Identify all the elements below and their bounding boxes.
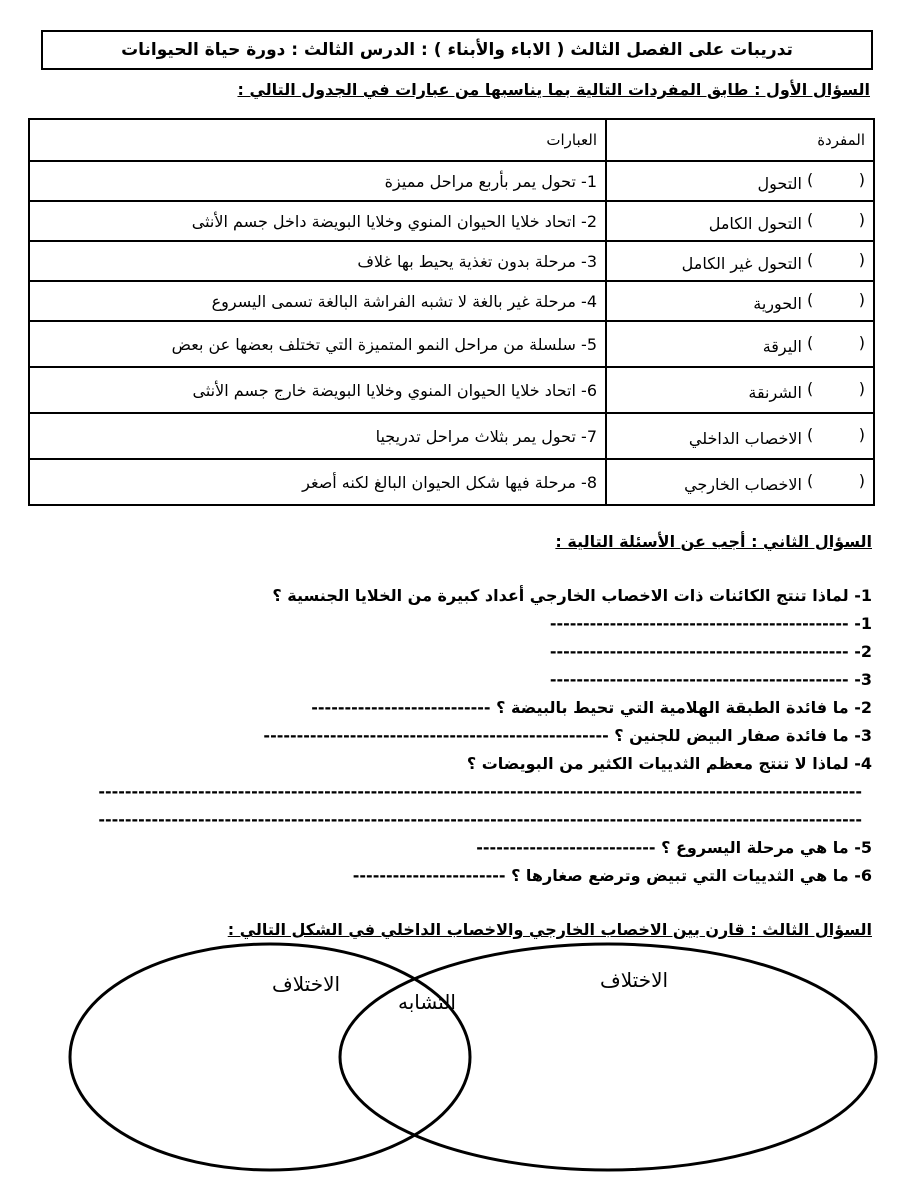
term-text: الشرنقة: [748, 382, 802, 402]
q1-prompt: طابق المفردات التالية بما يناسبها من عبارات في الجدول التالي :: [237, 80, 755, 99]
q2-question-1: 1- لماذا تنتج الكائنات ذات الاخصاب الخارجي أعداد كبيرة من الخلايا الجنسية ؟: [272, 586, 872, 605]
answer-line[interactable]: 2- ---------------------------------------------: [549, 642, 872, 661]
phrase-cell: 5- سلسلة من مراحل النمو المتميزة التي تختلف بعضها عن بعض: [29, 321, 606, 367]
answer-line[interactable]: 3- ---------------------------------------------: [549, 670, 872, 689]
answer-blank[interactable]: ( ): [807, 332, 865, 352]
answer-blank[interactable]: ( ): [807, 169, 865, 189]
term-text: التحول: [757, 173, 802, 193]
venn-left-circle: [70, 944, 470, 1170]
venn-label-diff-right: الاختلاف: [600, 968, 669, 992]
answer-line[interactable]: -------------------------------------------------------------------------------------------------------------------: [98, 782, 862, 801]
venn-label-similar: التشابه: [398, 990, 456, 1014]
answer-line[interactable]: 1- ---------------------------------------------: [549, 614, 872, 633]
phrase-cell: 8- مرحلة فيها شكل الحيوان البالغ لكنه أصغر: [29, 459, 606, 505]
header-term: المفردة: [606, 119, 874, 161]
header-phrase: العبارات: [29, 119, 606, 161]
phrase-cell: 1- تحول يمر بأربع مراحل مميزة: [29, 161, 606, 201]
term-text: التحول الكامل: [708, 213, 802, 233]
q2-prompt: أجب عن الأسئلة التالية :: [555, 532, 752, 551]
q3-prompt: قارن بين الاخصاب الخارجي والاخصاب الداخلي في الشكل التالي :: [227, 920, 751, 939]
term-text: التحول غير الكامل: [681, 253, 802, 273]
title-text: تدريبات على الفصل الثالث ( الاباء والأبناء ) : الدرس الثالث : دورة حياة الحيوانات: [121, 40, 793, 60]
answer-blank[interactable]: ( ): [807, 470, 865, 490]
phrase-cell: 2- اتحاد خلايا الحيوان المنوي وخلايا البويضة داخل جسم الأنثى: [29, 201, 606, 241]
term-text: الحورية: [753, 293, 802, 313]
term-text: الاخصاب الخارجي: [684, 474, 802, 494]
q2-question-4: 4- لماذا لا تنتج معظم الثدييات الكثير من البويضات ؟: [466, 754, 872, 773]
q2-question-6[interactable]: 6- ما هي الثدييات التي تبيض وترضع صغارها ؟ -----------------------: [352, 866, 872, 885]
q2-question-3[interactable]: 3- ما فائدة صفار البيض للجنين ؟ ----------------------------------------------------: [263, 726, 872, 745]
answer-blank[interactable]: ( ): [807, 378, 865, 398]
answer-blank[interactable]: ( ): [807, 289, 865, 309]
answer-blank[interactable]: ( ): [807, 249, 865, 269]
q2-question-5[interactable]: 5- ما هي مرحلة اليسروع ؟ ---------------------------: [476, 838, 872, 857]
q2-question-2[interactable]: 2- ما فائدة الطبقة الهلامية التي تحيط بالبيضة ؟ ---------------------------: [311, 698, 872, 717]
answer-blank[interactable]: ( ): [807, 424, 865, 444]
answer-blank[interactable]: ( ): [807, 209, 865, 229]
phrase-cell: 3- مرحلة بدون تغذية يحيط بها غلاف: [29, 241, 606, 281]
venn-label-diff-left: الاختلاف: [272, 972, 341, 996]
q1-label: السؤال الأول :: [754, 80, 870, 99]
answer-line[interactable]: -------------------------------------------------------------------------------------------------------------------: [98, 810, 862, 829]
term-text: اليرقة: [762, 336, 802, 356]
phrase-cell: 4- مرحلة غير بالغة لا تشبه الفراشة البالغة تسمى اليسروع: [29, 281, 606, 321]
phrase-cell: 7- تحول يمر بثلاث مراحل تدريجيا: [29, 413, 606, 459]
q2-label: السؤال الثاني :: [751, 532, 872, 551]
term-text: الاخصاب الداخلي: [688, 428, 802, 448]
q3-label: السؤال الثالث :: [750, 920, 872, 939]
phrase-cell: 6- اتحاد خلايا الحيوان المنوي وخلايا البويضة خارج جسم الأنثى: [29, 367, 606, 413]
